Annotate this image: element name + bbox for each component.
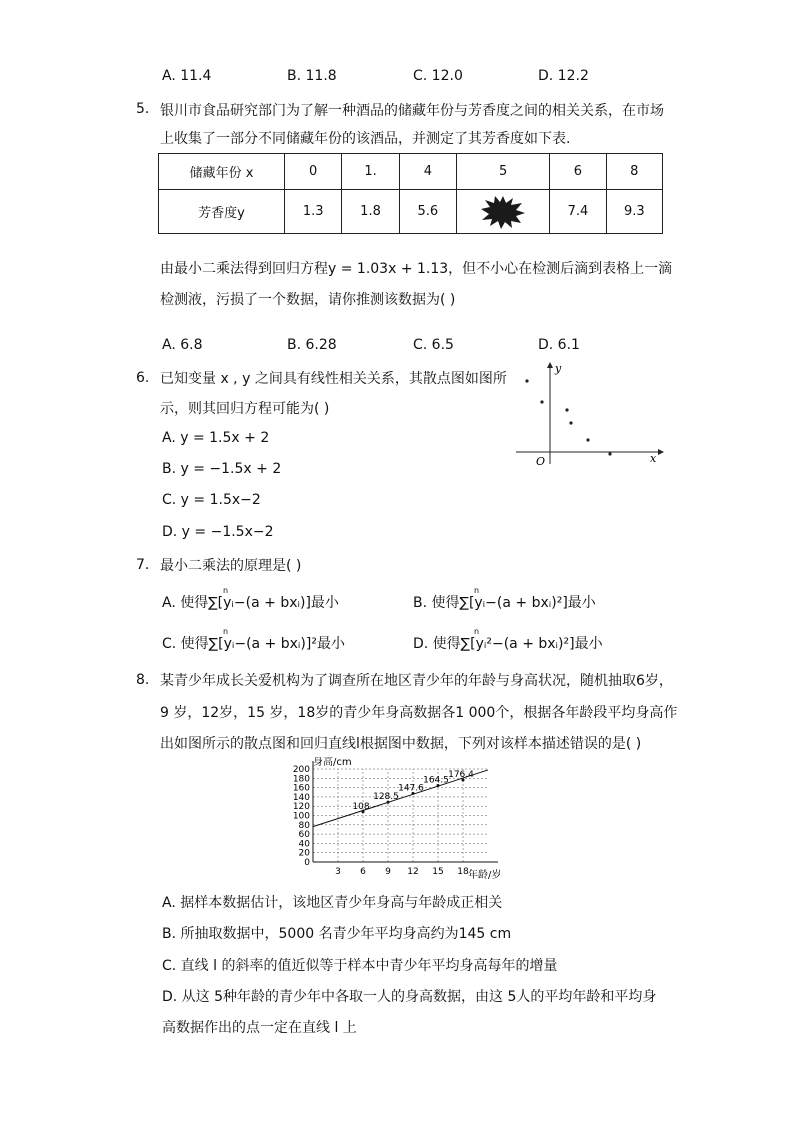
table-cell: 4 <box>399 154 456 190</box>
sum-sup: n <box>474 586 480 595</box>
table-cell: 8 <box>606 154 662 190</box>
sum-sup: n <box>474 627 480 636</box>
table-cell: 1.8 <box>342 190 399 234</box>
q6-option-b: B. y = −1.5x + 2 <box>162 461 282 477</box>
q7-option-c: C. 使得∑[yᵢ−(a + bxᵢ)]²最小 <box>162 636 345 652</box>
q8-option-c: C. 直线 l 的斜率的值近似等于样本中青少年平均身高每年的增量 <box>162 958 558 974</box>
y-tick-label: 100 <box>292 811 310 822</box>
scatter-point <box>569 421 572 424</box>
y-axis-arrow-icon <box>547 362 553 368</box>
q8-scatter-chart <box>283 757 523 882</box>
q4-option-d: D. 12.2 <box>538 68 589 84</box>
x-axis-arrow-icon <box>658 449 664 455</box>
axis-y-label: y <box>555 362 562 375</box>
scatter-point <box>565 408 568 411</box>
q7-number: 7. <box>136 557 150 573</box>
origin-label: O <box>536 455 546 468</box>
x-tick-label: 18 <box>457 867 469 877</box>
q5-text-line1: 银川市食品研究部门为了解一种酒品的储藏年份与芳香度之间的相关关系，在市场 <box>160 103 664 119</box>
q6-number: 6. <box>136 370 150 386</box>
q7-option-b: B. 使得∑[yᵢ−(a + bxᵢ)²]最小 <box>413 595 596 611</box>
q6-option-c: C. y = 1.5x−2 <box>162 492 261 508</box>
q7-option-d: D. 使得∑[yᵢ²−(a + bxᵢ)²]最小 <box>413 636 603 652</box>
ink-blot-icon <box>480 194 526 230</box>
y-tick-label: 0 <box>304 858 310 868</box>
data-label: 176.4 <box>448 769 474 780</box>
table-cell: 1. <box>342 154 399 190</box>
q6-scatter-diagram <box>510 360 670 470</box>
q8-option-a: A. 据样本数据估计，该地区青少年身高与年龄成正相关 <box>162 895 503 911</box>
y-tick-label: 180 <box>292 774 310 785</box>
q5-text-line3: 由最小二乘法得到回归方程y = 1.03x + 1.13，但不小心在检测后滴到表格上一滴 <box>160 261 673 277</box>
y-tick-label: 80 <box>298 820 310 831</box>
q8-text-line1: 某青少年成长关爱机构为了调查所在地区青少年的年龄与身高状况，随机抽取6岁， <box>160 673 673 689</box>
axis-x-label: x <box>650 452 657 465</box>
table-cell: 0 <box>284 154 341 190</box>
q5-data-table <box>158 153 663 234</box>
data-label: 164.5 <box>423 775 449 786</box>
table-cell: 7.4 <box>550 190 606 234</box>
table-header-aroma: 芳香度y <box>159 190 285 234</box>
scatter-point <box>608 452 611 455</box>
q4-option-b: B. 11.8 <box>287 68 337 84</box>
table-cell: 5 <box>457 154 550 190</box>
q4-option-a: A. 11.4 <box>162 68 212 84</box>
chart-xlabel: 年龄/岁 <box>468 870 502 881</box>
table-cell: 6 <box>550 154 606 190</box>
q7-option-a: A. 使得∑[yᵢ−(a + bxᵢ)]最小 <box>162 595 339 611</box>
scatter-point <box>525 379 528 382</box>
q6-text-line1: 已知变量 x , y 之间具有线性相关关系，其散点图如图所 <box>160 371 507 387</box>
q7-text-line1: 最小二乘法的原理是( ) <box>160 558 302 574</box>
q8-option-d: D. 从这 5种年龄的青少年中各取一人的身高数据，由这 5人的平均年龄和平均身 <box>162 989 657 1005</box>
y-tick-label: 200 <box>292 765 310 775</box>
table-header-year: 储藏年份 x <box>159 154 285 190</box>
ink-blot-cell <box>457 190 550 234</box>
x-tick-label: 15 <box>432 867 444 877</box>
table-cell: 5.6 <box>399 190 456 234</box>
q5-text-line2: 上收集了一部分不同储藏年份的该酒品，并测定了其芳香度如下表. <box>160 131 571 147</box>
data-label: 128.5 <box>373 792 399 803</box>
q6-text-line2: 示，则其回归方程可能为( ) <box>160 401 330 417</box>
q5-number: 5. <box>136 101 150 117</box>
scatter-point <box>586 438 589 441</box>
q6-option-d: D. y = −1.5x−2 <box>162 524 274 540</box>
q5-option-d: D. 6.1 <box>538 337 580 353</box>
data-label: 108 <box>352 801 370 812</box>
x-tick-label: 9 <box>385 867 391 877</box>
y-tick-label: 120 <box>292 802 310 813</box>
scatter-point <box>540 400 543 403</box>
q5-text-line4: 检测液，污损了一个数据，请你推测该数据为( ) <box>160 292 456 308</box>
q5-option-c: C. 6.5 <box>413 337 454 353</box>
x-tick-label: 3 <box>335 867 341 877</box>
y-tick-label: 20 <box>298 848 310 859</box>
q8-option-d-continued: 高数据作出的点一定在直线 l 上 <box>162 1020 357 1036</box>
x-tick-label: 6 <box>360 867 366 877</box>
y-tick-label: 60 <box>298 830 310 841</box>
q4-option-c: C. 12.0 <box>413 68 463 84</box>
q8-option-b: B. 所抽取数据中，5000 名青少年平均身高约为145 cm <box>162 926 512 942</box>
q8-text-line2: 9 岁，12岁，15 岁，18岁的青少年身高数据各1 000个，根据各年龄段平均身高作 <box>160 705 678 721</box>
x-tick-label: 12 <box>407 867 419 877</box>
q8-text-line3: 出如图所示的散点图和回归直线l根据图中数据，下列对该样本描述错误的是( ) <box>160 736 642 752</box>
y-tick-label: 40 <box>298 839 310 850</box>
y-tick-label: 140 <box>292 792 310 803</box>
q5-option-b: B. 6.28 <box>287 337 337 353</box>
q8-number: 8. <box>136 672 150 688</box>
data-label: 147.6 <box>398 783 424 794</box>
q5-option-a: A. 6.8 <box>162 337 203 353</box>
q6-option-a: A. y = 1.5x + 2 <box>162 430 270 446</box>
sum-sup: n <box>223 627 229 636</box>
sum-sup: n <box>223 586 229 595</box>
chart-ylabel: 身高/cm <box>313 757 352 768</box>
table-cell: 1.3 <box>284 190 341 234</box>
y-tick-label: 160 <box>292 783 310 794</box>
table-cell: 9.3 <box>606 190 662 234</box>
